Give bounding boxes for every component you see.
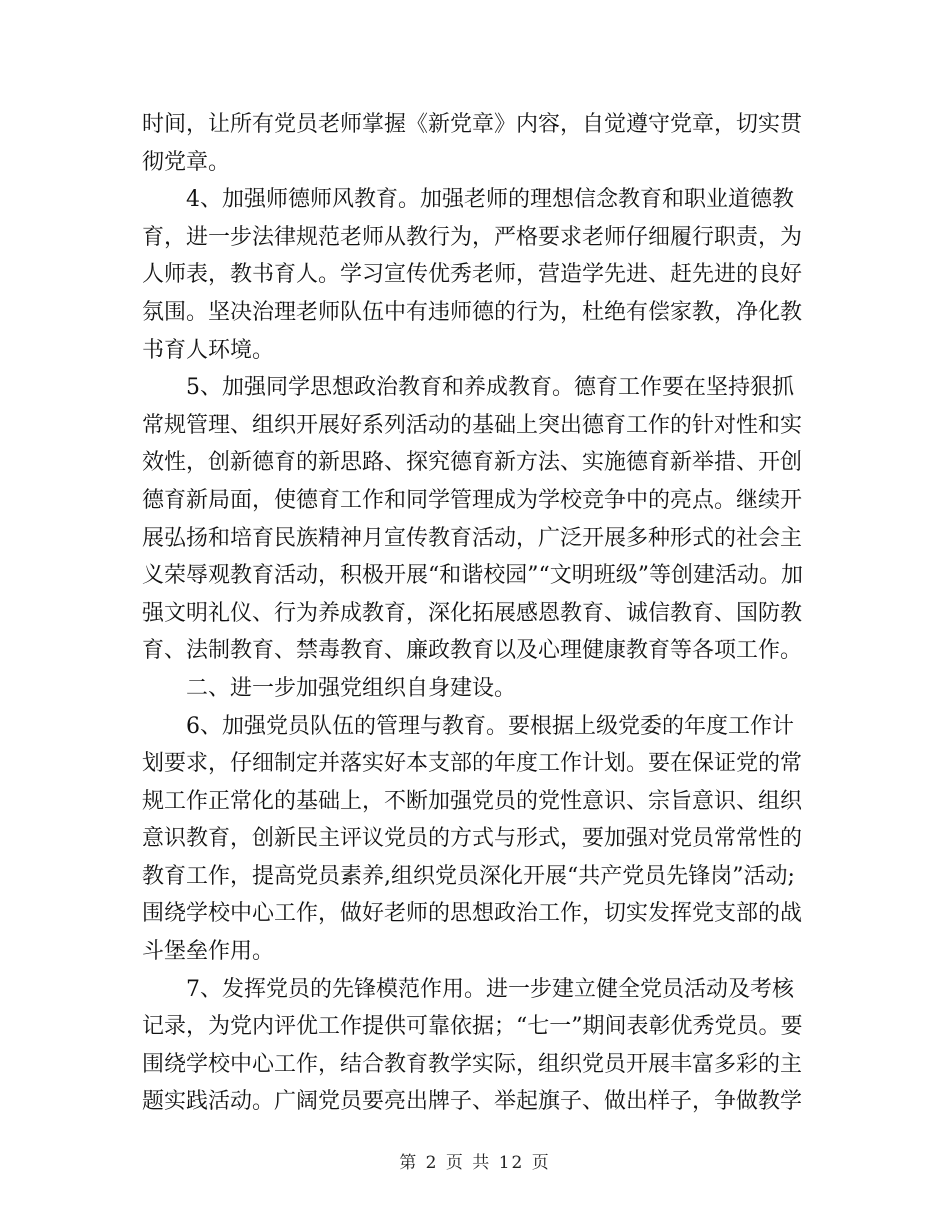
page-number-footer: 第 2 页 共 12 页 — [399, 1153, 551, 1173]
paragraph-item-5: 5、加强同学思想政治教育和养成教育。德育工作要在坚持狠抓常规管理、组织开展好系列活动的基础上突出德育工作的针对性和实效性，创新德育的新思路、探究德育新方法、实施德育新举措、开创德育新局面，使德育工作和同学管理成为学校竞争中的亮点。继续开展弘扬和培育民族精神月宣传教育活动，广泛开展多种形式的社会主义荣辱观教育活动，积极开展“和谐校园”“文明班级”等创建活动。加强文明礼仪、行为养成教育，深化拓展感恩教育、诚信教育、国防教育、法制教育、禁毒教育、廉政教育以及心理健康教育等各项工作。 — [142, 375, 803, 664]
paragraph-item-6: 6、加强党员队伍的管理与教育。要根据上级党委的年度工作计划要求，仔细制定并落实好本支部的年度工作计划。要在保证党的常规工作正常化的基础上，不断加强党员的党性意识、宗旨意识、组织意识教育，创新民主评议党员的方式与形式，要加强对党员常常性的教育工作，提高党员素养,组织党员深化开展“共产党员先锋岗”活动;围绕学校中心工作，做好老师的思想政治工作，切实发挥党支部的战斗堡垒作用。 — [142, 713, 803, 965]
paragraph-item-7: 7、发挥党员的先锋模范作用。进一步建立健全党员活动及考核记录，为党内评优工作提供可靠依据；“七一”期间表彰优秀党员。要围绕学校中心工作，结合教育教学实际，组织党员开展丰富多彩的主题实践活动。广阔党员要亮出牌子、举起旗子、做出样子，争做教学 — [142, 976, 803, 1115]
paragraph-item-4: 4、加强师德师风教育。加强老师的理想信念教育和职业道德教育，进一步法律规范老师从教行为，严格要求老师仔细履行职责，为人师表，教书育人。学习宣传优秀老师，营造学先进、赶先进的良好氛围。坚决治理老师队伍中有违师德的行为，杜绝有偿家教，净化教书育人环境。 — [142, 187, 803, 363]
document-body — [142, 106, 814, 1121]
section-heading-2: 二、进一步加强党组织自身建设。 — [186, 675, 517, 701]
paragraph-continuation: 时间，让所有党员老师掌握《新党章》内容，自觉遵守党章，切实贯彻党章。 — [142, 112, 803, 175]
